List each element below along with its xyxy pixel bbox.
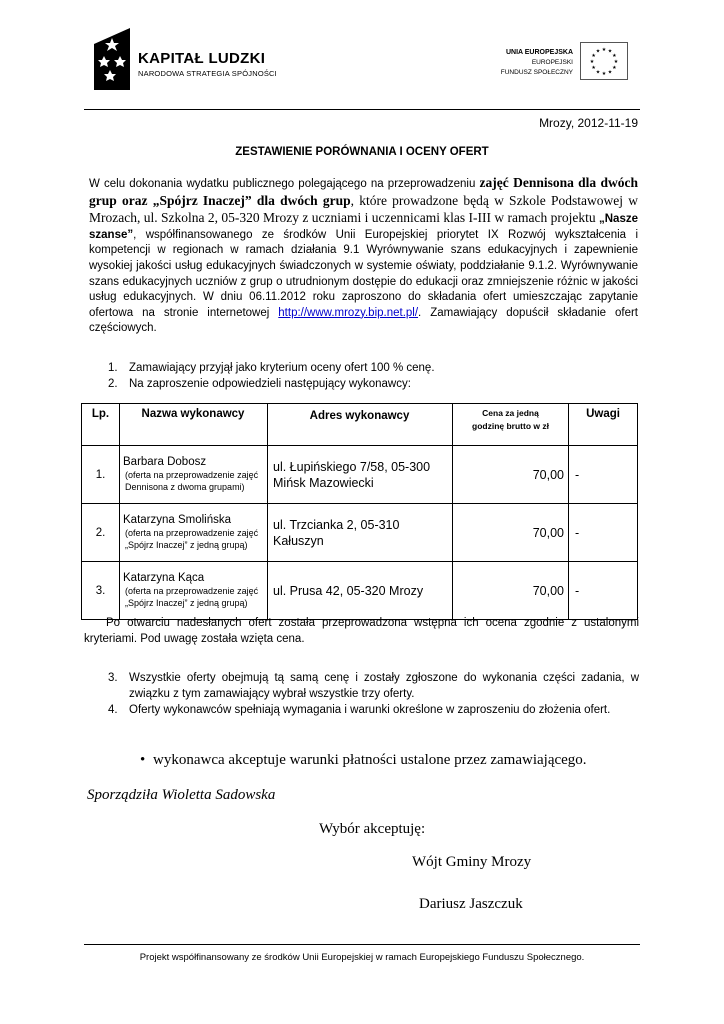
contractor-address: ul. Trzcianka 2, 05-310 Kałuszyn <box>268 504 453 562</box>
header-notes: Uwagi <box>569 404 638 446</box>
notes-cell: - <box>569 504 638 562</box>
mayor-title: Wójt Gminy Mrozy <box>412 854 532 870</box>
svg-text:★: ★ <box>595 69 601 76</box>
intro-text-3: , współfinansowanego ze środków Unii Europejskiej priorytet IX Rozwój wykształcenia i kompetencji w regionach w ramach działania 9.1 Wyrównywanie szans edukacyjnych i zapewnienie wysokiej jakości usług edukacyjnych świadczonych w systemie oświaty, poddziałanie 9.1.2. Wyrównywanie szans edukacyjnych uczniów z grup o utrudnionym dostępie do edukacji oraz zmniejszenie różnic w jakości usług edukacyjnych. W dniu 06.11.2012 roku zaproszono do składania ofert umieszczając zapytanie ofertowa na stronie internetowej <box>89 228 638 319</box>
contractor-name: Barbara Dobosz <box>123 456 207 468</box>
header-name: Nazwa wykonawcy <box>120 404 268 446</box>
criteria-list <box>108 360 435 392</box>
header-lp: Lp. <box>82 404 120 446</box>
mayor-name: Dariusz Jaszczuk <box>419 896 523 912</box>
eu-fund-line1: EUROPEJSKI <box>531 59 573 66</box>
svg-text:★: ★ <box>601 47 607 53</box>
offers-table <box>81 403 638 620</box>
eu-flag-icon <box>580 42 628 80</box>
contractor-address: ul. Łupińskiego 7/58, 05-300 Mińsk Mazowiecki <box>268 446 453 504</box>
offer-note: (oferta na przeprowadzenie zajęć „Spójrz Inaczej” z jedną grupą) <box>125 528 259 550</box>
table-row: 1. Barbara Dobosz (oferta na przeprowadzenie zajęć Dennisona z dwoma grupami) ul. Łupińskiego 7/58, 05-300 Mińsk Mazowiecki 70,00 - <box>82 446 638 504</box>
svg-text:★: ★ <box>612 65 617 71</box>
document-date: Mrozy, 2012-11-19 <box>539 116 638 130</box>
hourly-price: 70,00 <box>453 562 569 620</box>
svg-text:★: ★ <box>612 53 617 59</box>
program-subtitle: NARODOWA STRATEGIA SPÓJNOŚCI <box>138 69 277 78</box>
contractor-name: Katarzyna Smolińska <box>123 514 232 526</box>
list-item: 2. Na zaproszenie odpowiedzieli następujący wykonawcy: <box>108 378 411 390</box>
table-row: 3. Katarzyna Kąca (oferta na przeprowadzenie zajęć „Spójrz Inaczej” z jedną grupą) ul. Prusa 42, 05-320 Mrozy 70,00 - <box>82 562 638 620</box>
svg-text:★: ★ <box>601 71 607 77</box>
offer-note: (oferta na przeprowadzenie zajęć Dennisona z dwoma grupami) <box>125 470 259 492</box>
svg-text:★: ★ <box>607 69 613 76</box>
bullet-icon: • <box>140 752 146 768</box>
bip-link[interactable]: http://www.mrozy.bip.net.pl/ <box>278 306 419 319</box>
intro-paragraph <box>89 175 638 337</box>
list-item: 4. Oferty wykonawców spełniają wymagania i warunki określone w zaproszeniu do złożenia ofert. <box>108 704 611 716</box>
svg-text:★: ★ <box>589 59 595 65</box>
svg-text:★: ★ <box>595 48 601 55</box>
svg-text:★: ★ <box>613 59 619 65</box>
svg-text:★: ★ <box>591 53 596 59</box>
intro-text-2: , które prowadzone będą w Szkole Podstawowej w Mrozach, ul. Szkolna 2, 05-320 Mrozy z uczniami i uczennicami klas I-III w ramach projektu <box>89 192 638 226</box>
table-row: 2. Katarzyna Smolińska (oferta na przeprowadzenie zajęć „Spójrz Inaczej” z jedną grupą) ul. Trzcianka 2, 05-310 Kałuszyn 70,00 - <box>82 504 638 562</box>
contractor-name: Katarzyna Kąca <box>123 572 205 584</box>
header-address: Adres wykonawcy <box>268 404 453 446</box>
payment-terms-bullet: • wykonawca akceptuje warunki płatności ustalone przez zamawiającego. <box>140 752 587 768</box>
header-divider <box>84 109 640 110</box>
conclusion-list <box>108 670 639 718</box>
hourly-price: 70,00 <box>453 446 569 504</box>
intro-text-1: W celu dokonania wydatku publicznego polegającego na przeprowadzeniu <box>89 178 480 190</box>
intro-project-name: „Nasze szanse” <box>89 213 638 241</box>
header-price: Cena za jedną godzinę brutto w zł <box>453 404 569 446</box>
intro-activity: zajęć Dennisona dla dwóch grup oraz „Spójrz Inaczej” dla dwóch grup <box>89 175 639 208</box>
prepared-by: Sporządziła Wioletta Sadowska <box>87 787 276 803</box>
intro-text-4: . Zamawiający dopuścił składanie ofert częściowych. <box>89 306 638 335</box>
acceptance-label: Wybór akceptuję: <box>319 821 426 837</box>
offer-note: (oferta na przeprowadzenie zajęć „Spójrz Inaczej” z jedną grupą) <box>125 586 259 608</box>
table-header-row <box>82 404 638 446</box>
footer-divider <box>84 944 640 945</box>
svg-text:★: ★ <box>607 48 613 55</box>
footer-text: Projekt współfinansowany ze środków Unii Europejskiej w ramach Europejskiego Funduszu Społecznego. <box>139 952 585 963</box>
program-title: KAPITAŁ LUDZKI <box>138 50 266 67</box>
eu-logo <box>488 40 638 92</box>
eu-title: UNIA EUROPEJSKA <box>505 49 573 56</box>
eu-fund-line2: FUNDUSZ SPOŁECZNY <box>500 69 573 76</box>
hourly-price: 70,00 <box>453 504 569 562</box>
contractor-address: ul. Prusa 42, 05-320 Mrozy <box>268 562 453 620</box>
evaluation-paragraph: Po otwarciu nadesłanych ofert została przeprowadzona wstępna ich ocena zgodnie z ustalonymi kryteriami. Pod uwagę została wzięta cena. <box>84 617 639 645</box>
svg-text:★: ★ <box>591 65 596 71</box>
notes-cell: - <box>569 446 638 504</box>
list-item: 3. Wszystkie oferty obejmują tą samą cenę i zostały zgłoszone do wykonania części zadania, w związku z tym zamawiający wybrał wszystkie trzy oferty. <box>108 672 639 700</box>
notes-cell: - <box>569 562 638 620</box>
list-item: 1. Zamawiający przyjął jako kryterium oceny ofert 100 % cenę. <box>108 362 435 374</box>
document-title: ZESTAWIENIE PORÓWNANIA I OCENY OFERT <box>235 146 489 158</box>
